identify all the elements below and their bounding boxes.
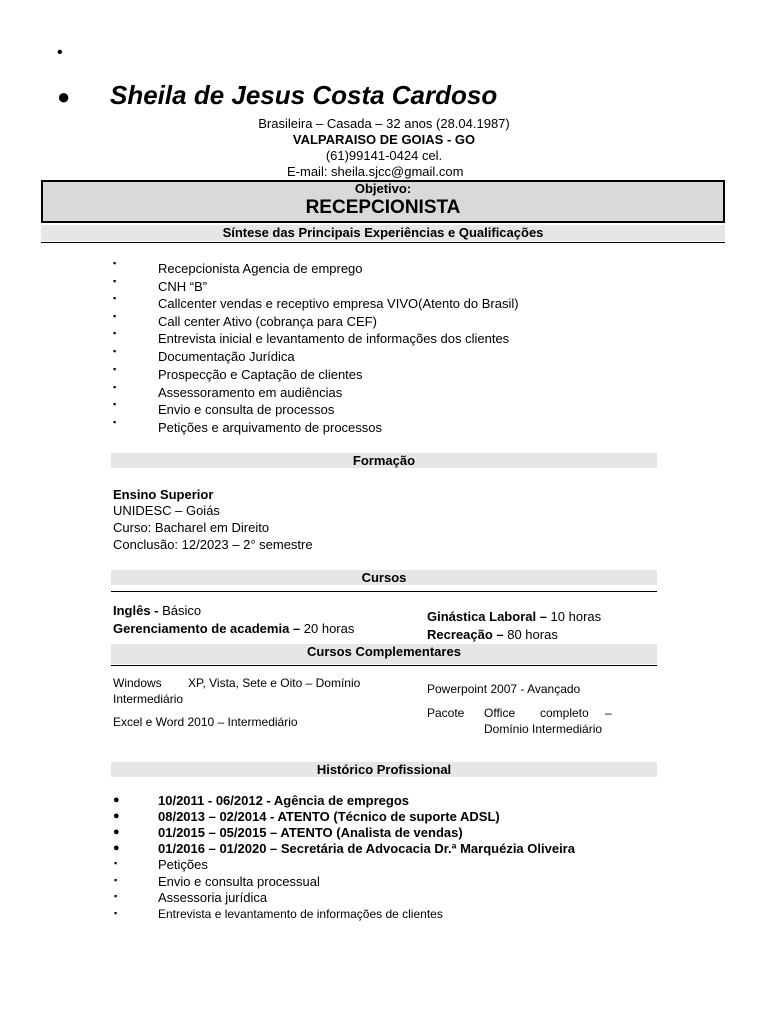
list-bullet: ▪ [113,346,117,356]
list-bullet: ▪ [113,328,117,338]
course-detail: 20 horas [300,621,355,636]
list-bullet: ▪ [113,276,117,286]
pacote-completo: completo [540,706,589,720]
list-item: Callcenter vendas e receptivo empresa VIVO(Atento do Brasil) [158,296,519,311]
course-item [427,627,558,642]
course-detail: 10 horas [546,609,602,624]
list-item: Envio e consulta de processos [158,402,335,417]
list-bullet: ▪ [113,417,117,427]
list-bullet: ▪ [113,258,117,268]
course-item [427,609,601,624]
course-name: Ginástica Laboral – [427,609,547,624]
job-item: 08/2013 – 02/2014 - ATENTO (Técnico de suporte ADSL) [158,809,500,824]
list-item: Documentação Jurídica [158,349,295,364]
list-bullet: ▪ [113,382,117,392]
city: VALPARAISO DE GOIAS - GO [292,132,476,147]
list-item: Entrevista inicial e levantamento de informações dos clientes [158,331,510,346]
objective-label: Objetivo: [354,181,412,196]
task-bullet: ▪ [114,858,118,868]
powerpoint: Powerpoint 2007 - Avançado [427,682,581,696]
list-bullet: ▪ [113,399,117,409]
job-bullet: ● [113,826,120,838]
task-item: Envio e consulta processual [158,874,320,889]
task-item: Assessoria jurídica [158,890,268,905]
cursos-rule [111,591,657,592]
job-bullet: ● [113,842,120,854]
job-bullet: ● [113,810,120,822]
pacote-office: Office [484,706,516,720]
windows-label: Windows [113,676,162,690]
task-item: Entrevista e levantamento de informações de clientes [158,907,443,921]
objective-box [41,180,725,223]
task-bullet: ▪ [114,908,118,918]
course-detail: Básico [158,603,202,618]
candidate-name: Sheila de Jesus Costa Cardoso [110,80,498,110]
name-bullet: ● [57,84,71,109]
email: E-mail: sheila.sjcc@gmail.com [287,164,464,179]
task-bullet: ▪ [114,891,118,901]
cursos-heading: Cursos [111,570,657,585]
phone: (61)99141-0424 cel. [325,148,443,163]
job-bullet: ● [113,794,120,806]
task-item: Petições [158,857,208,872]
list-item: CNH “B” [158,279,208,294]
formacao-heading: Formação [111,453,657,468]
list-item: Petições e arquivamento de processos [158,420,383,435]
complementares-rule [111,665,657,666]
synthesis-bar [41,225,725,241]
education-course: Curso: Bacharel em Direito [113,520,270,535]
course-name: Gerenciamento de academia – [113,621,301,636]
pacote-level: Domínio Intermediário [484,722,603,736]
course-name: Inglês - [113,603,159,618]
list-item: Call center Ativo (cobrança para CEF) [158,314,377,329]
synthesis-title: Síntese das Principais Experiências e Qualificações [222,225,544,240]
pacote-dash: – [605,706,612,720]
education-conclusion: Conclusão: 12/2023 – 2° semestre [113,537,313,552]
list-item: Recepcionista Agencia de emprego [158,261,363,276]
education-level: Ensino Superior [113,487,214,502]
list-item: Prospecção e Captação de clientes [158,367,363,382]
personal-details: Brasileira – Casada – 32 anos (28.04.1987) [258,116,510,131]
complementares-bar [111,644,657,664]
education-institution: UNIDESC – Goiás [113,503,220,518]
list-bullet: ▪ [113,293,117,303]
historico-heading: Histórico Profissional [111,762,657,777]
synthesis-rule [41,242,725,243]
list-bullet: ▪ [113,311,117,321]
objective-value: RECEPCIONISTA [305,197,461,218]
windows-level: Intermediário [113,692,184,706]
course-item [113,621,354,636]
course-detail: 80 horas [503,627,558,642]
job-item: 01/2015 – 05/2015 – ATENTO (Analista de vendas) [158,825,463,840]
excel-word: Excel e Word 2010 – Intermediário [113,715,298,729]
course-name: Recreação – [427,627,504,642]
pacote-label: Pacote [427,706,465,720]
complementares-heading: Cursos Complementares [307,644,461,659]
course-item [113,603,201,618]
list-bullet: ▪ [113,364,117,374]
stray-bullet: • [57,44,63,61]
job-item: 01/2016 – 01/2020 – Secretária de Advocacia Dr.ª Marquézia Oliveira [158,841,575,856]
job-item: 10/2011 - 06/2012 - Agência de empregos [158,793,409,808]
windows-versions: XP, Vista, Sete e Oito – Domínio [188,676,361,690]
list-item: Assessoramento em audiências [158,385,343,400]
task-bullet: ▪ [114,875,118,885]
